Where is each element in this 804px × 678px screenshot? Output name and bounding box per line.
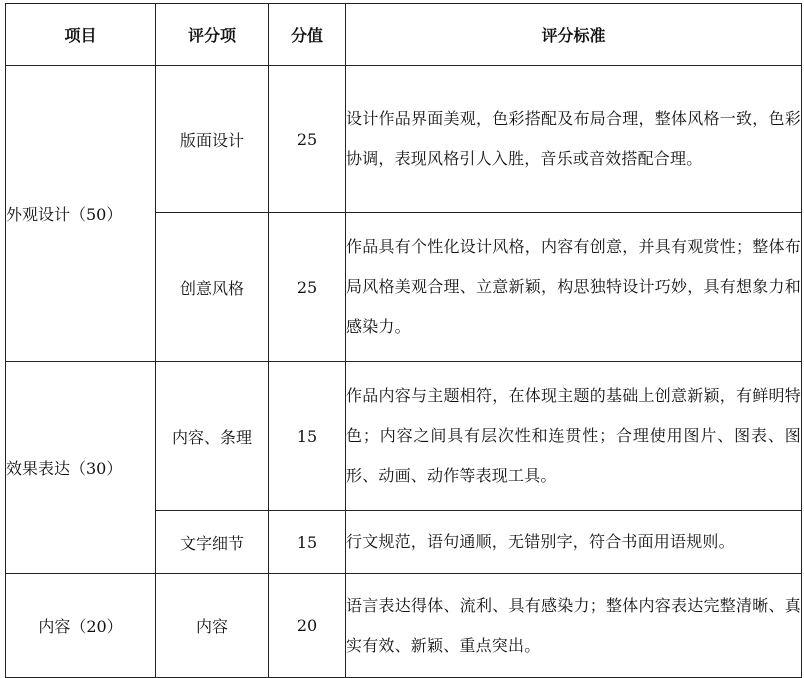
criteria-cell: 语言表达得体、流利、具有感染力；整体内容表达完整清晰、真实有效、新颖、重点突出。 [346,574,802,678]
table-row [6,66,802,213]
header-category: 项目 [6,4,156,66]
item-cell: 内容、条理 [156,362,269,511]
criteria-cell: 设计作品界面美观，色彩搭配及布局合理，整体风格一致，色彩协调，表现风格引人入胜，音乐或音效搭配合理。 [346,66,802,213]
table-header-row [6,4,802,66]
criteria-cell: 行文规范，语句通顺，无错别字，符合书面用语规则。 [346,511,802,574]
item-cell: 创意风格 [156,213,269,362]
score-cell: 25 [269,213,346,362]
table-row [6,574,802,678]
category-cell: 内容（20） [6,574,156,678]
header-criteria: 评分标准 [346,4,802,66]
header-item: 评分项 [156,4,269,66]
score-cell: 15 [269,511,346,574]
category-cell: 外观设计（50） [6,66,156,362]
criteria-cell: 作品具有个性化设计风格，内容有创意，并具有观赏性；整体布局风格美观合理、立意新颖，构思独特设计巧妙，具有想象力和感染力。 [346,213,802,362]
item-cell: 版面设计 [156,66,269,213]
item-cell: 内容 [156,574,269,678]
category-cell: 效果表达（30） [6,362,156,574]
score-cell: 25 [269,66,346,213]
scoring-rubric-table [5,3,802,678]
score-cell: 20 [269,574,346,678]
score-cell: 15 [269,362,346,511]
table-row [6,362,802,511]
item-cell: 文字细节 [156,511,269,574]
criteria-cell: 作品内容与主题相符，在体现主题的基础上创意新颖，有鲜明特色；内容之间具有层次性和连贯性；合理使用图片、图表、图形、动画、动作等表现工具。 [346,362,802,511]
header-score: 分值 [269,4,346,66]
